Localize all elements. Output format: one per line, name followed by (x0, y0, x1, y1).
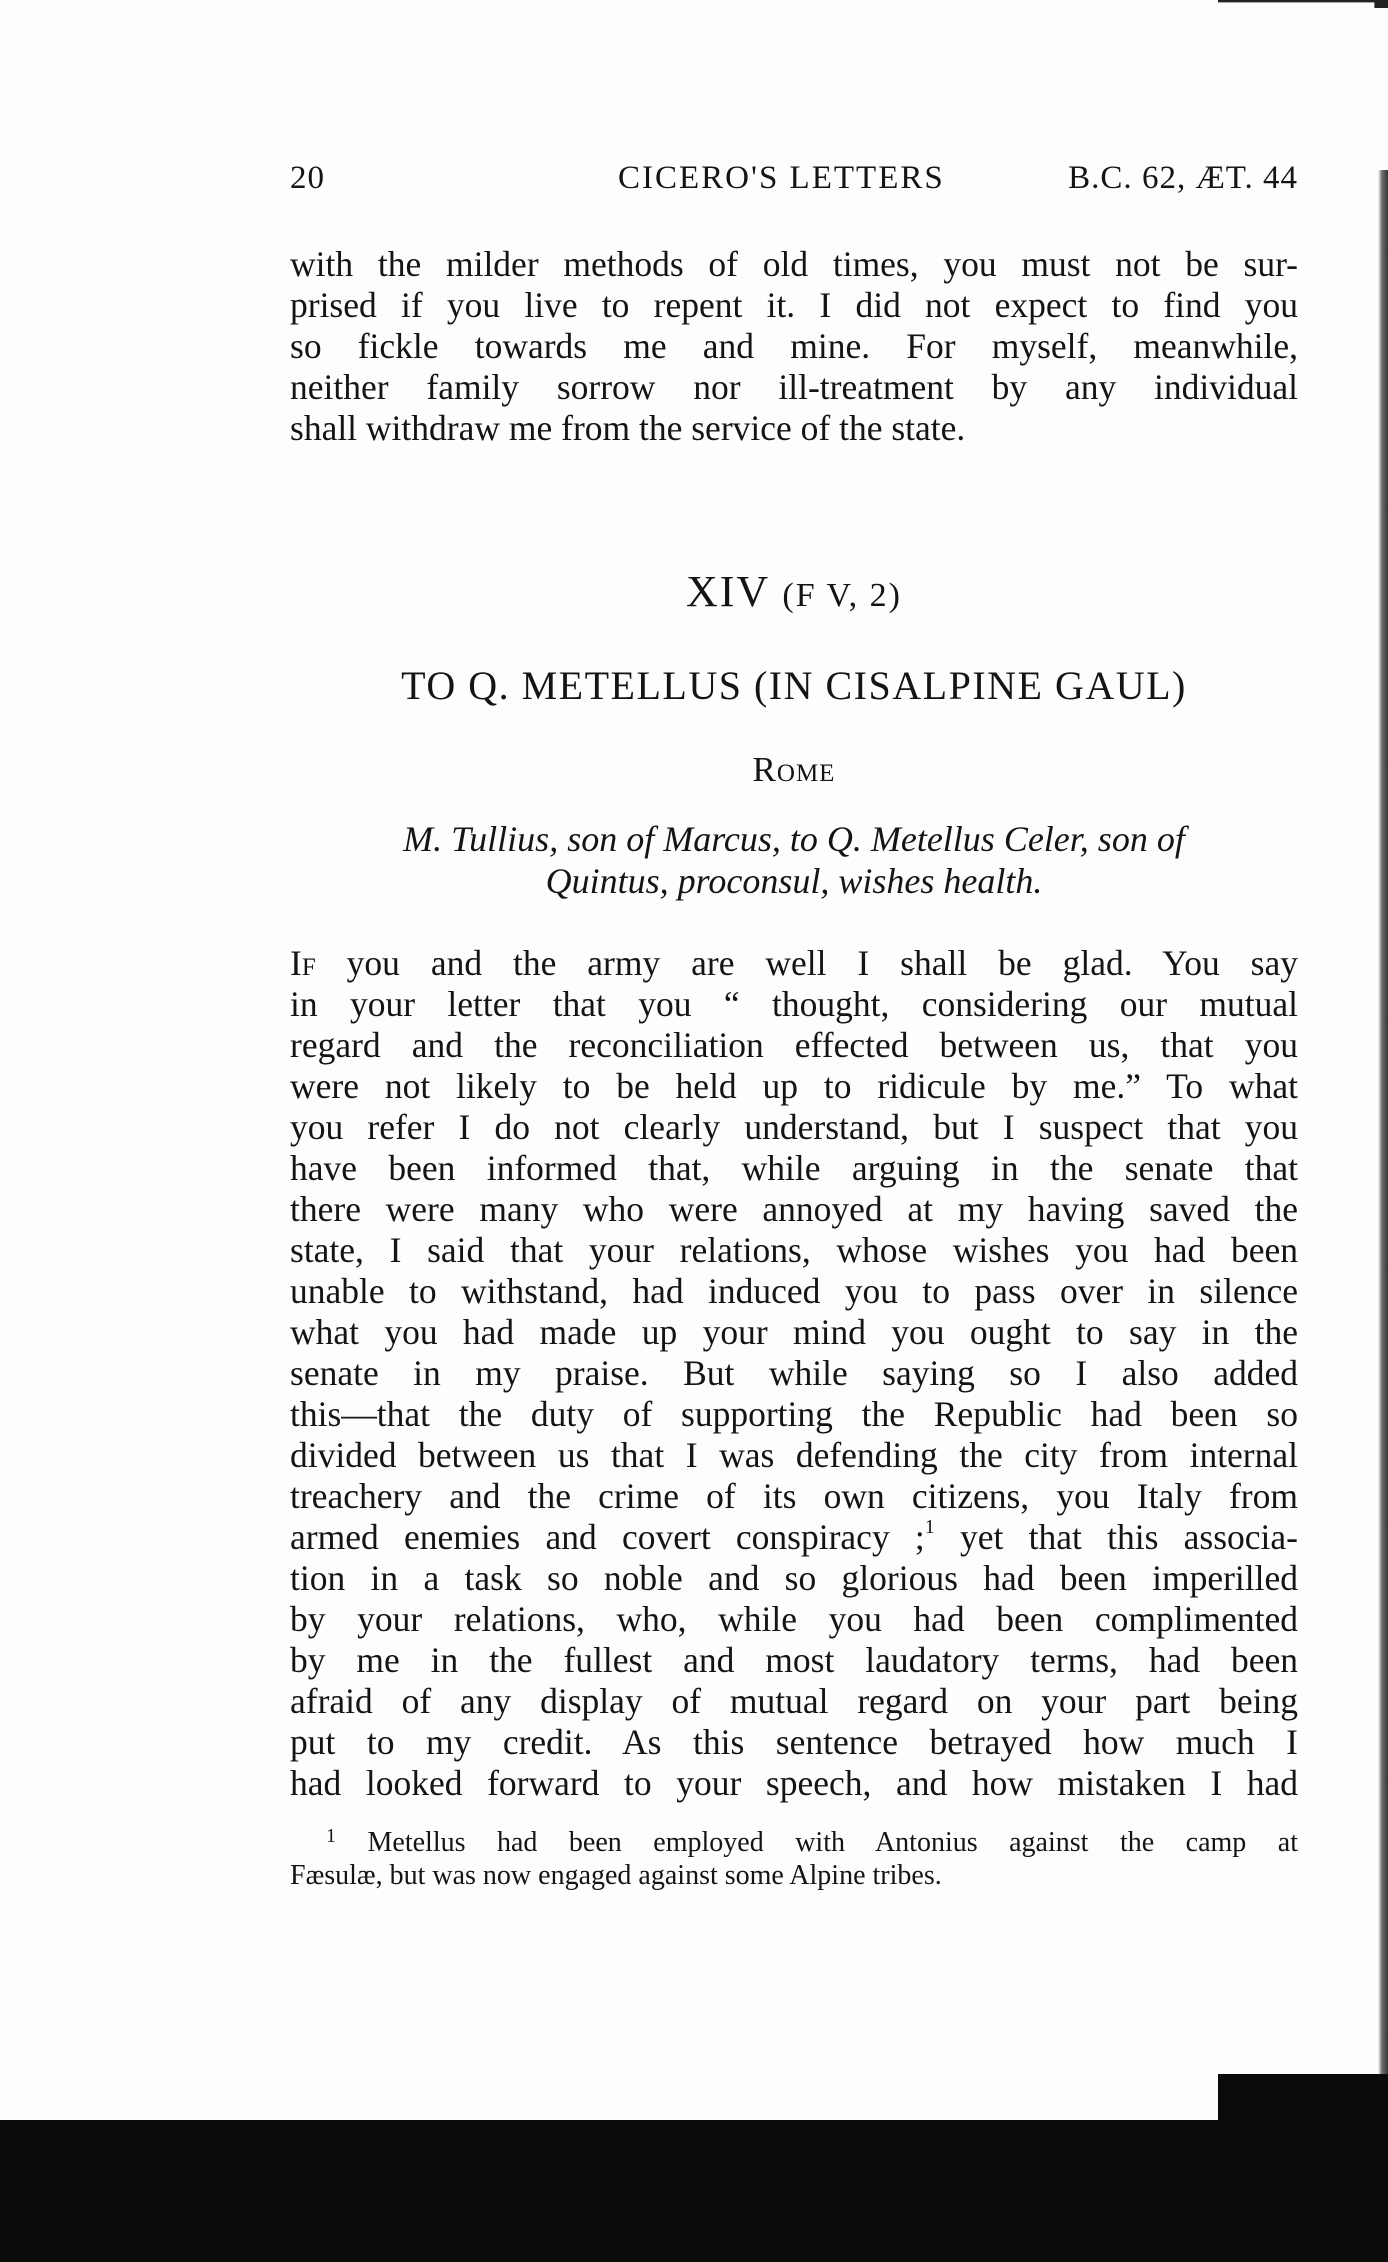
book-title: CICERO'S LETTERS (618, 160, 945, 196)
date-year: 62, (1141, 160, 1187, 196)
date-age-label: ÆT. (1195, 160, 1254, 196)
salutation-line: Quintus, proconsul, wishes health. (545, 861, 1043, 901)
opening-word: If (290, 943, 316, 983)
text-line: have been informed that, while arguing in the senate that (290, 1148, 1298, 1188)
text-line: there were many who were annoyed at my having saved the (290, 1189, 1298, 1229)
text-line: by me in the fullest and most laudatory terms, had been (290, 1640, 1298, 1680)
text-line (290, 1517, 1298, 1558)
text-line: by your relations, who, while you had been complimented (290, 1599, 1298, 1639)
running-head (290, 160, 1298, 208)
letter-numeral: XIV (685, 567, 770, 616)
text-line: tion in a task so noble and so glorious had been imperilled (290, 1558, 1298, 1598)
date-reference (1068, 160, 1298, 197)
text-line: this—that the duty of supporting the Republic had been so (290, 1394, 1298, 1434)
scan-edge-mark (1218, 0, 1388, 8)
text-line-rest: you and the army are well I shall be glad. You say (315, 943, 1298, 983)
letter-reference: (F V, 2) (782, 577, 903, 614)
letter-body (290, 943, 1298, 1804)
letter-place: Rome (752, 750, 836, 789)
text-line: state, I said that your relations, whose wishes you had been (290, 1230, 1298, 1270)
text-line: had looked forward to your speech, and how mistaken I had (290, 1763, 1298, 1803)
continued-paragraph (290, 244, 1298, 449)
text-line: so fickle towards me and mine. For myself, meanwhile, (290, 326, 1298, 366)
scan-bottom-shadow (0, 2120, 1388, 2262)
footnote (290, 1826, 1298, 1892)
scan-right-shadow (1378, 170, 1388, 2150)
text-line: shall withdraw me from the service of the state. (290, 408, 966, 448)
text-line-end: yet that this associa- (934, 1517, 1298, 1557)
text-line: in your letter that you “ thought, considering our mutual (290, 984, 1298, 1024)
footnote-reference[interactable]: 1 (924, 1516, 935, 1538)
text-line: with the milder methods of old times, you must not be sur- (290, 244, 1298, 284)
date-age: 44 (1263, 160, 1298, 196)
text-line: put to my credit. As this sentence betrayed how much I (290, 1722, 1298, 1762)
text-line: neither family sorrow nor ill-treatment by any individual (290, 367, 1298, 407)
text-line: prised if you live to repent it. I did not expect to find you (290, 285, 1298, 325)
salutation-line: M. Tullius, son of Marcus, to Q. Metellus Celer, son of (403, 819, 1185, 859)
letter-salutation (290, 818, 1298, 902)
text-line: treachery and the crime of its own citizens, you Italy from (290, 1476, 1298, 1516)
letter-recipient: TO Q. METELLUS (IN CISALPINE GAUL) (401, 663, 1187, 708)
text-line: regard and the reconciliation effected between us, that you (290, 1025, 1298, 1065)
text-line: were not likely to be held up to ridicule by me.” To what (290, 1066, 1298, 1106)
text-line: what you had made up your mind you ought to say in the (290, 1312, 1298, 1352)
footnote-marker: 1 (326, 1825, 336, 1847)
text-line (290, 943, 1298, 984)
footnote-line: Fæsulæ, but was now engaged against some Alpine tribes. (290, 1860, 942, 1891)
text-line: senate in my praise. But while saying so I also added (290, 1353, 1298, 1393)
text-line-start: armed enemies and covert conspiracy ; (290, 1517, 925, 1557)
text-line: you refer I do not clearly understand, but I suspect that you (290, 1107, 1298, 1147)
footnote-line (290, 1826, 1298, 1859)
date-era: B.C. (1068, 160, 1133, 196)
letter-number (290, 566, 1298, 617)
text-line: unable to withstand, had induced you to pass over in silence (290, 1271, 1298, 1311)
footnote-text: Metellus had been employed with Antonius against the camp at (336, 1827, 1298, 1858)
text-line: divided between us that I was defending the city from internal (290, 1435, 1298, 1475)
text-line: afraid of any display of mutual regard on your part being (290, 1681, 1298, 1721)
page-number: 20 (290, 160, 325, 196)
